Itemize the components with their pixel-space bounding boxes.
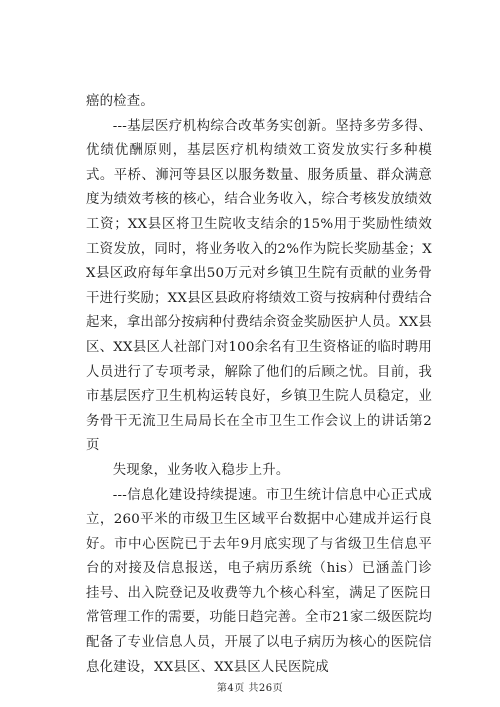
document-body xyxy=(86,90,432,680)
paragraph-informatization: ---信息化建设持续提速。市卫生统计信息中心正式成立，260平米的市级卫生区域平台数据中心建成并运行良好。市中心医院已于去年9月底实现了与省级卫生信息平台的对接及信息报送，电子病历系统（his）已涵盖门诊挂号、出入院登记及收费等九个核心科室，满足了医院日常管理工作的需要，功能日趋完善。全市21家二级医院均配备了专业信息人员，开展了以电子病历为核心的医院信息化建设，XX县区、XX县区人民医院成 xyxy=(86,487,432,675)
paragraph-income-rise: 失现象，业务收入稳步上升。 xyxy=(112,462,290,478)
paragraph-primary-care-reform: ---基层医疗机构综合改革务实创新。坚持多劳多得、优绩优酬原则，基层医疗机构绩效工资发放实行多种模式。平桥、浉河等县区以服务数量、服务质量、群众满意度为绩效考核的核心，结合业务收入，综合考核发放绩效工资；XX县区将卫生院收支结余的15%用于奖励性绩效工资发放，同时，将业务收入的2%作为院长奖励基金；XX县区政府每年拿出50万元对乡镇卫生院有贡献的业务骨干进行奖励；XX县区县政府将绩效工资与按病种付费结合起来，拿出部分按病种付费结余资金奖励医护人员。XX县区、XX县区人社部门对100余名有卫生资格证的临时聘用人员进行了专项考录，解除了他们的后顾之忧。目前，我市基层医疗卫生机构运转良好，乡镇卫生院人员稳定，业务骨干无流卫生局局长在全市卫生工作会议上的讲话第2页 xyxy=(86,118,432,454)
page-footer: 第4页 共26页 xyxy=(216,683,284,694)
paragraph-continuation: 癌的检查。 xyxy=(86,94,154,109)
